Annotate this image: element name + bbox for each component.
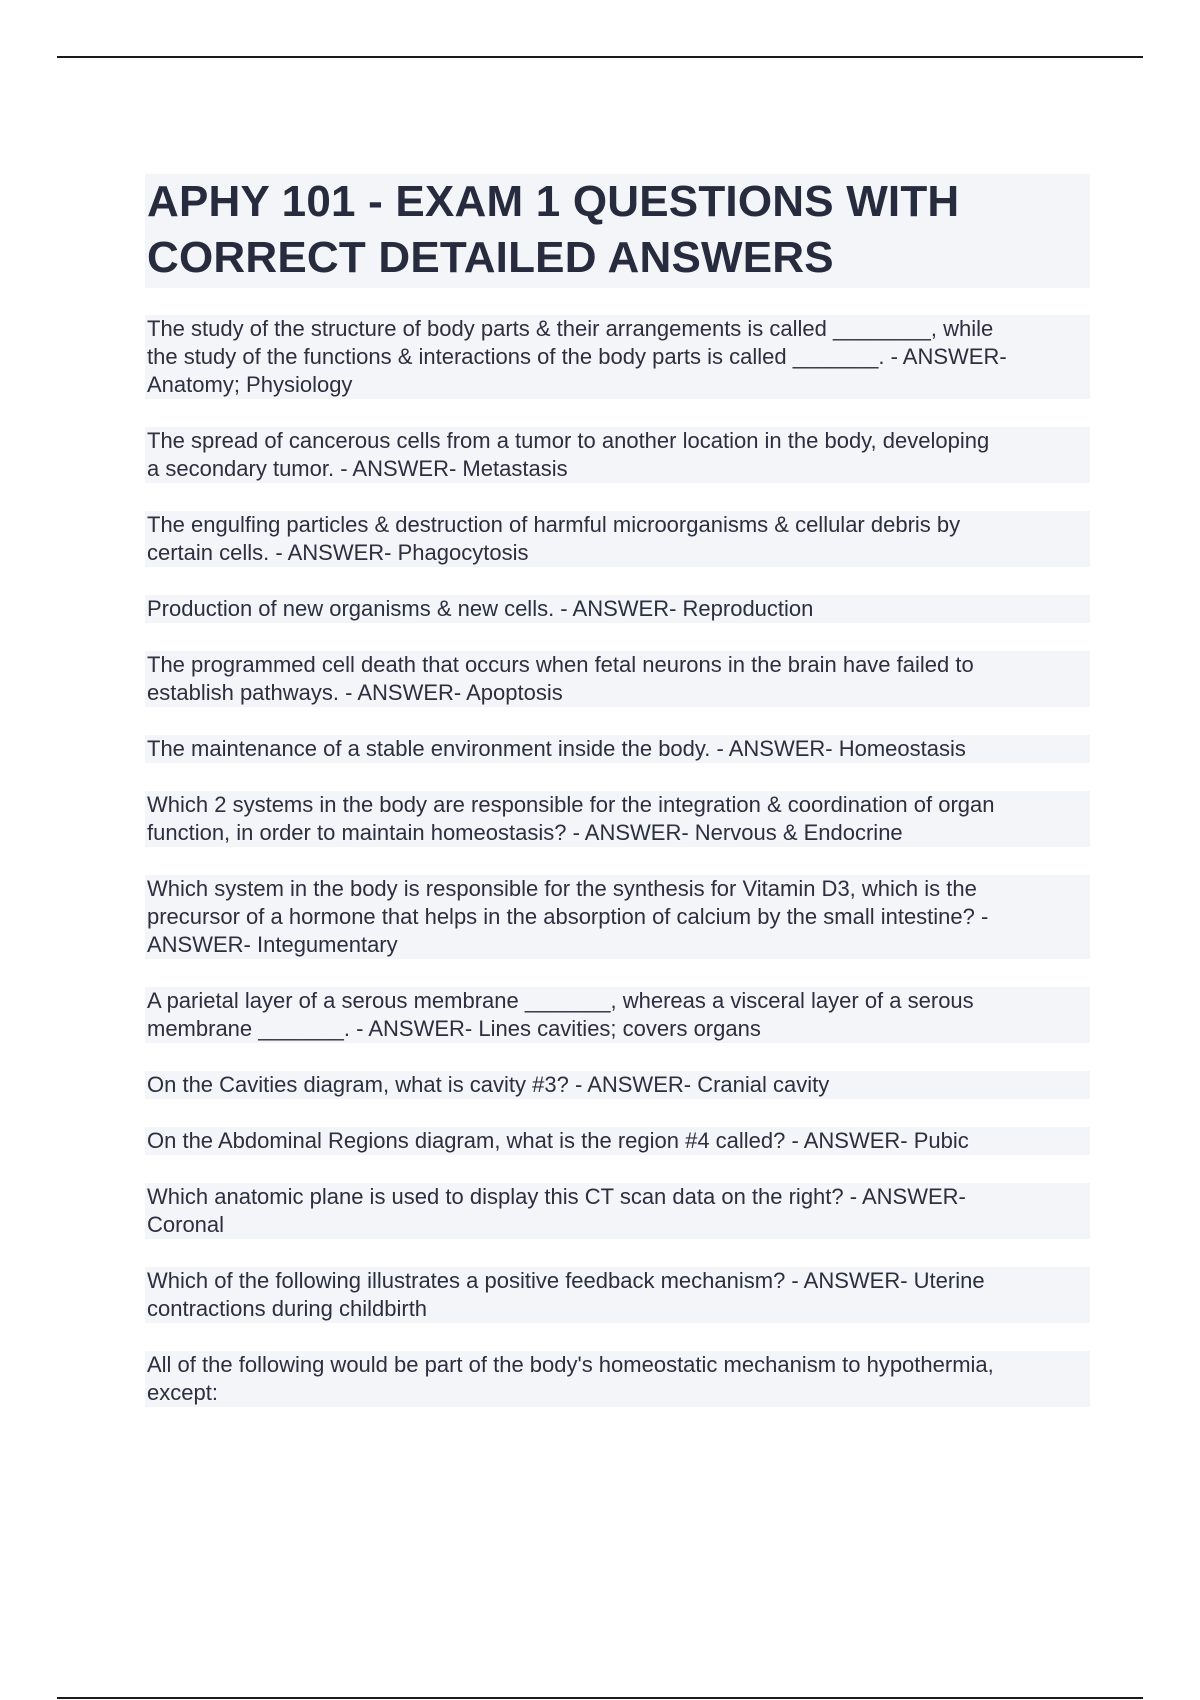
qa-item: All of the following would be part of the body's homeostatic mechanism to hypothermia, except: bbox=[145, 1351, 1090, 1407]
document-title bbox=[145, 174, 1090, 288]
qa-item: Which system in the body is responsible for the synthesis for Vitamin D3, which is the precursor of a hormone that helps in the absorption of calcium by the small intestine? - ANSWER- Integumentary bbox=[145, 875, 1090, 959]
top-divider bbox=[57, 56, 1143, 58]
qa-item: Production of new organisms & new cells. - ANSWER- Reproduction bbox=[145, 595, 1090, 623]
qa-item: The maintenance of a stable environment inside the body. - ANSWER- Homeostasis bbox=[145, 735, 1090, 763]
qa-item: Which of the following illustrates a positive feedback mechanism? - ANSWER- Uterine contractions during childbirth bbox=[145, 1267, 1090, 1323]
title-line-1: APHY 101 - EXAM 1 QUESTIONS WITH bbox=[147, 177, 960, 226]
qa-item: The engulfing particles & destruction of harmful microorganisms & cellular debris by certain cells. - ANSWER- Phagocytosis bbox=[145, 511, 1090, 567]
qa-item: Which 2 systems in the body are responsible for the integration & coordination of organ function, in order to maintain homeostasis? - ANSWER- Nervous & Endocrine bbox=[145, 791, 1090, 847]
qa-item: Which anatomic plane is used to display this CT scan data on the right? - ANSWER- Coronal bbox=[145, 1183, 1090, 1239]
qa-list bbox=[145, 315, 1090, 1407]
qa-item: On the Abdominal Regions diagram, what is the region #4 called? - ANSWER- Pubic bbox=[145, 1127, 1090, 1155]
qa-item: The programmed cell death that occurs when fetal neurons in the brain have failed to establish pathways. - ANSWER- Apoptosis bbox=[145, 651, 1090, 707]
qa-item: The spread of cancerous cells from a tumor to another location in the body, developing a secondary tumor. - ANSWER- Metastasis bbox=[145, 427, 1090, 483]
qa-item: A parietal layer of a serous membrane _______, whereas a visceral layer of a serous membrane _______. - ANSWER- Lines cavities; covers organs bbox=[145, 987, 1090, 1043]
bottom-divider bbox=[57, 1697, 1143, 1699]
document-body bbox=[145, 174, 1090, 1435]
qa-item: On the Cavities diagram, what is cavity #3? - ANSWER- Cranial cavity bbox=[145, 1071, 1090, 1099]
qa-item: The study of the structure of body parts & their arrangements is called ________, while the study of the functions & interactions of the body parts is called _______. - ANSWER- Anatomy; Physiology bbox=[145, 315, 1090, 399]
title-line-2: CORRECT DETAILED ANSWERS bbox=[147, 233, 834, 282]
